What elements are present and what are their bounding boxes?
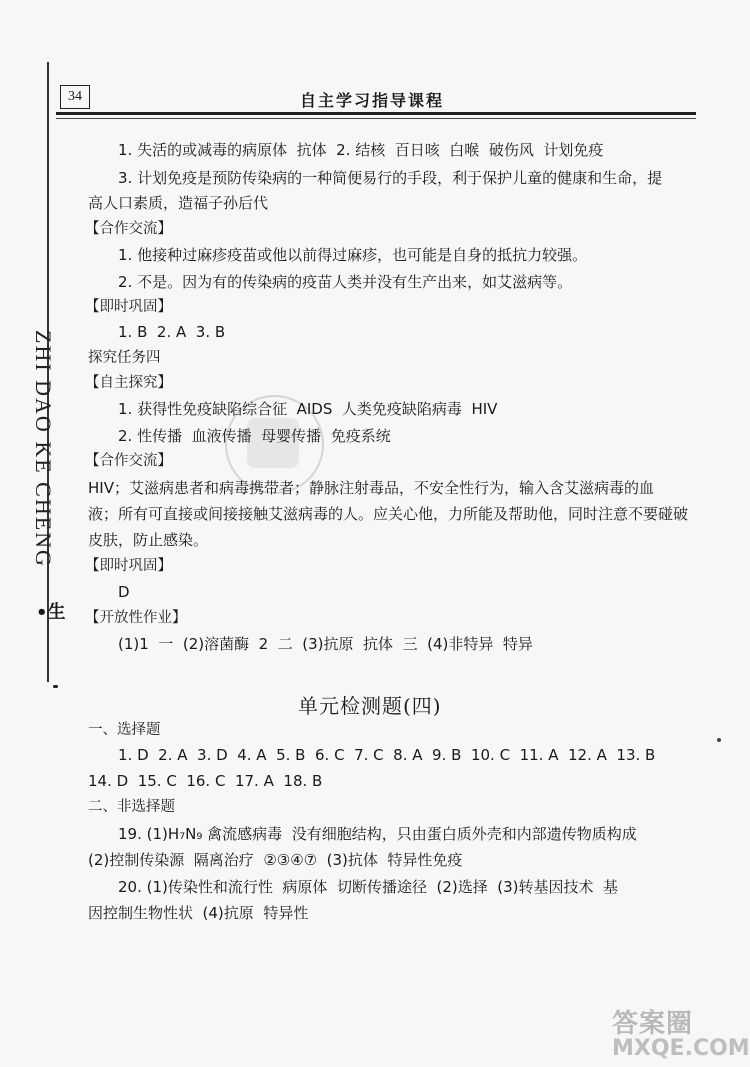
section-heading: 一、选择题 [88,722,161,738]
section-heading: 【合作交流】 [85,221,172,237]
answer-line: 20. (1)传染性和流行性 病原体 切断传播途径 (2)选择 (3)转基因技术 基 [118,878,619,896]
section-heading: 【合作交流】 [85,453,172,469]
section-heading: 【开放性作业】 [85,610,187,626]
answer-line: 1. 他接种过麻疹疫苗或他以前得过麻疹，也可能是自身的抵抗力较强。 [118,246,588,264]
section-heading: 二、非选择题 [88,799,175,815]
answer-line: 1. 获得性免疫缺陷综合征 AIDS 人类免疫缺陷病毒 HIV [118,400,498,418]
side-mark: •生 [36,602,66,623]
unit-test-title: 单元检测题(四) [298,694,442,718]
answer-line: 皮肤，防止感染。 [88,531,209,549]
answer-line: 14. D 15. C 16. C 17. A 18. B [88,772,323,790]
answer-line: 2. 不是。因为有的传染病的疫苗人类并没有生产出来，如艾滋病等。 [118,273,573,291]
answer-line: (1)1 一 (2)溶菌酶 2 二 (3)抗原 抗体 三 (4)非特异 特异 [118,635,533,653]
section-heading: 【自主探究】 [85,375,172,391]
answer-line: 1. 失活的或减毒的病原体 抗体 2. 结核 百日咳 白喉 破伤风 计划免疫 [118,141,604,159]
header-rule-thick [56,112,696,115]
answer-line: 因控制生物性状 (4)抗原 特异性 [88,904,309,922]
answer-line: D [118,583,130,601]
margin-mark [53,685,58,688]
answer-line: 1. B 2. A 3. B [118,323,226,341]
margin-dot [717,738,721,742]
answer-line: 1. D 2. A 3. D 4. A 5. B 6. C 7. C 8. A 9. B 10. C 11. A 12. A 13. B [118,746,656,764]
answer-line: 2. 性传播 血液传播 母婴传播 免疫系统 [118,427,391,445]
answer-line: (2)控制传染源 隔离治疗 ②③④⑦ (3)抗体 特异性免疫 [88,851,463,869]
section-heading: 【即时巩固】 [85,558,172,574]
side-vertical-text: ZHI DAO KE CHENG [31,330,56,568]
answer-line: 液；所有可直接或间接接触艾滋病毒的人。应关心他，力所能及帮助他，同时注意不要碰破 [88,505,689,523]
watermark-url: MXQE.COM [612,1036,750,1061]
header-title: 自主学习指导课程 [300,91,445,110]
answer-line: 3. 计划免疫是预防传染病的一种简便易行的手段，利于保护儿童的健康和生命，提 [118,169,663,187]
section-heading: 【即时巩固】 [85,299,172,315]
section-heading: 探究任务四 [88,350,161,366]
watermark-logo: 答案圈 [612,1009,694,1039]
header-rule-thin [56,118,696,119]
page-number: 34 [60,85,90,109]
answer-line: HIV；艾滋病患者和病毒携带者；静脉注射毒品，不安全性行为，输入含艾滋病毒的血 [88,479,654,497]
answer-line: 19. (1)H₇N₉ 禽流感病毒 没有细胞结构，只由蛋白质外壳和内部遗传物质构成 [118,825,637,843]
answer-line: 高人口素质，造福子孙后代 [88,194,269,212]
